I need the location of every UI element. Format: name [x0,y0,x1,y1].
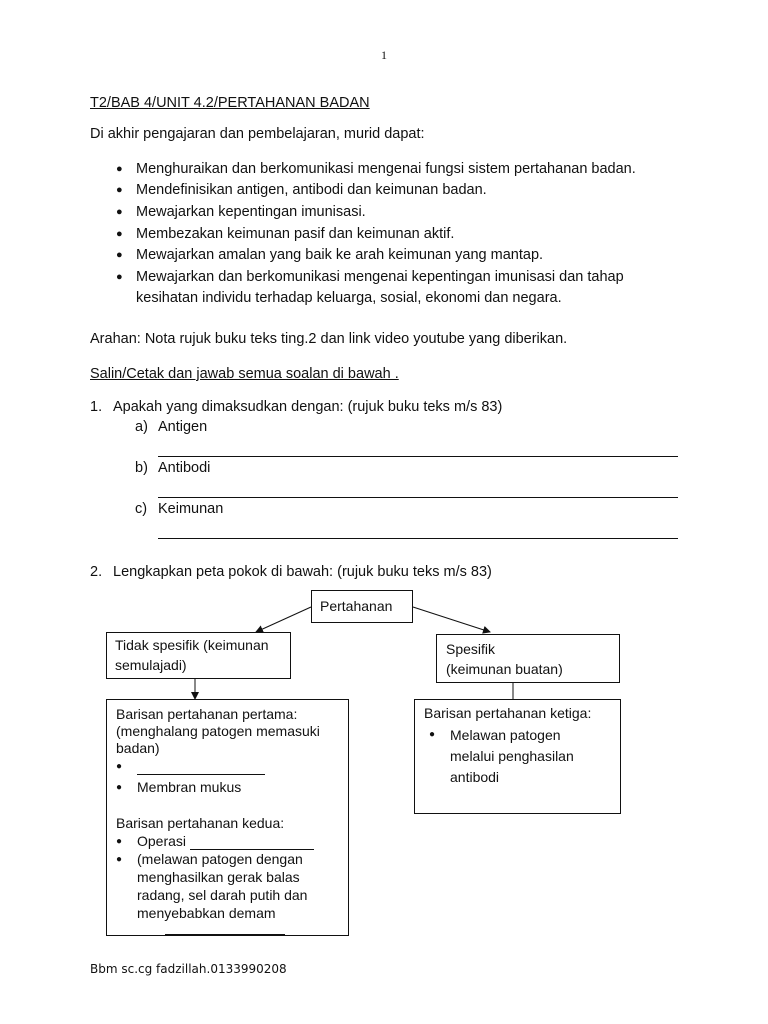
objective-item: Membezakan keimunan pasif dan keimunan aktif. [136,226,455,242]
q1b-label: b) [135,460,148,476]
objective-item: Mewajarkan kepentingan imunisasi. [136,204,366,220]
tree-right-box [436,634,620,683]
second-line-desc3: radang, sel darah putih dan [137,887,308,903]
q2-text: Lengkapkan peta pokok di bawah: (rujuk buku teks m/s 83) [113,564,492,580]
tree-left-line2: semulajadi) [115,657,187,673]
q2-number: 2. [90,564,103,580]
page-number: 1 [381,48,387,62]
arrow-root-left [256,607,311,632]
footer-text: Bbm sc.cg fadzillah.0133990208 [90,962,287,976]
instruction-text: Arahan: Nota rujuk buku teks ting.2 dan link video youtube yang diberikan. [90,331,568,347]
tree-left-box [106,632,291,679]
bullet-icon: ● [429,729,436,740]
intro-text: Di akhir pengajaran dan pembelajaran, murid dapat: [90,126,425,142]
tree-right-line2: (keimunan buatan) [446,661,563,677]
tree-left-detail-box [106,699,349,936]
first-line-blank-item[interactable] [137,757,265,775]
second-line-desc1: (melawan patogen dengan [137,851,303,867]
second-line-item-operasi [137,832,314,850]
objective-item-continued: kesihatan individu terhadap keluarga, sosial, ekonomi dan negara. [136,290,562,306]
heading: T2/BAB 4/UNIT 4.2/PERTAHANAN BADAN [90,95,370,111]
q1c-label: c) [135,501,148,517]
bullet-icon: ● [116,854,123,865]
objective-item: Mendefinisikan antigen, antibodi dan keimunan badan. [136,182,487,198]
bullet-icon: ● [116,228,123,240]
first-line-item-membran: Membran mukus [137,779,242,795]
task-text: Salin/Cetak dan jawab semua soalan di bawah . [90,366,399,382]
third-line-desc2: melalui penghasilan [450,748,574,764]
first-line-desc1: (menghalang patogen memasuki [116,723,320,739]
third-line-title: Barisan pertahanan ketiga: [424,705,592,721]
blank-field[interactable] [137,760,265,775]
q1a-label: a) [135,419,148,435]
tree-root-box [311,590,413,623]
bullet-icon: ● [116,271,123,283]
bullet-icon: ● [116,836,123,847]
objective-item: Mewajarkan dan berkomunikasi mengenai kepentingan imunisasi dan tahap [136,269,624,285]
first-line-desc2: badan) [116,740,160,756]
bullet-icon: ● [116,761,123,772]
third-line-desc1: Melawan patogen [450,727,561,743]
second-line-desc2: menghasilkan gerak balas [137,869,300,885]
operasi-label: Operasi [137,833,187,849]
objective-item: Mewajarkan amalan yang baik ke arah keimunan yang mantap. [136,247,544,263]
q1-text: Apakah yang dimaksudkan dengan: (rujuk buku teks m/s 83) [113,399,503,415]
bullet-icon: ● [116,782,123,793]
q1-number: 1. [90,399,103,415]
bullet-icon: ● [116,163,123,175]
q1c-text: Keimunan [158,501,224,517]
bullet-icon: ● [116,184,123,196]
bullet-icon: ● [116,249,123,261]
objective-item: Menghuraikan dan berkomunikasi mengenai fungsi sistem pertahanan badan. [136,161,636,177]
tree-left-line1: Tidak spesifik (keimunan [115,637,269,653]
arrow-root-right [413,607,490,632]
tree-root-label: Pertahanan [320,598,393,614]
second-line-desc4: menyebabkan demam [137,905,276,921]
bullet-icon: ● [116,206,123,218]
second-line-title: Barisan pertahanan kedua: [116,815,285,831]
q1b-text: Antibodi [158,460,211,476]
trailing-underline [165,934,285,935]
first-line-title: Barisan pertahanan pertama: [116,706,298,722]
third-line-desc3: antibodi [450,769,500,785]
q1a-text: Antigen [158,419,208,435]
tree-right-line1: Spesifik [446,641,496,657]
blank-field[interactable] [190,835,314,850]
tree-right-detail-box [414,699,621,814]
